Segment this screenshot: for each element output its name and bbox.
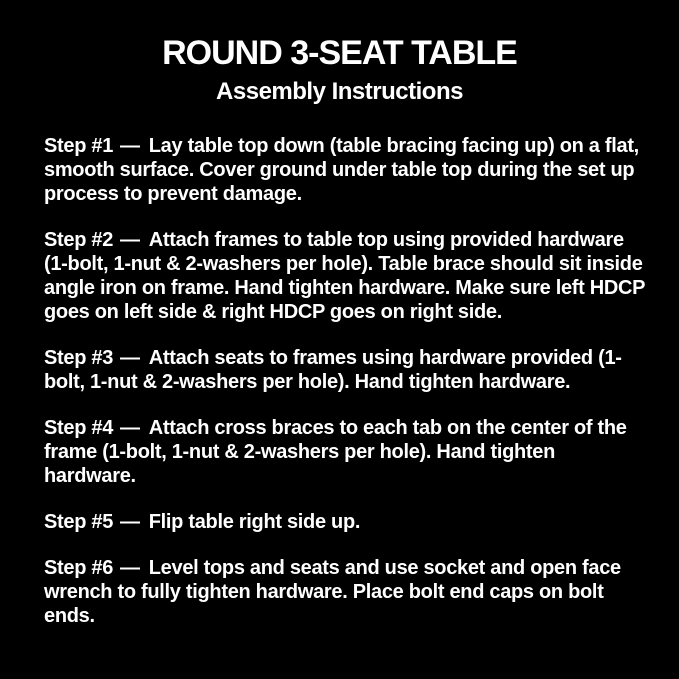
step-1-text: Lay table top down (table bracing facing up) on a flat, smooth surface. Cover ground under table top during the set up process to prevent damage. [44,135,639,206]
page-subtitle: Assembly Instructions [216,77,463,105]
header [44,36,635,105]
page-title: ROUND 3-SEAT TABLE [162,34,517,72]
em-dash-separator: — [120,347,140,370]
step-3-label: Step #3 [44,347,114,370]
step-5-text: Flip table right side up. [148,511,361,534]
steps-list [44,134,652,628]
step-item-4 [44,416,652,488]
step-2-text: Attach frames to table top using provided hardware (1-bolt, 1-nut & 2-washers per hole). Table brace should sit inside angle iron on frame. Hand tighten hardware. Make sure left HDCP goes on left side & right HDCP goes on right side. [44,229,645,324]
step-3-text: Attach seats to frames using hardware provided (1-bolt, 1-nut & 2-washers per hole). Hand tighten hardware. [44,347,622,394]
step-4-text: Attach cross braces to each tab on the center of the frame (1-bolt, 1-nut & 2-washers per hole). Hand tighten hardware. [44,417,627,488]
step-6-text: Level tops and seats and use socket and open face wrench to fully tighten hardware. Place bolt end caps on bolt ends. [44,557,621,628]
step-item-1 [44,134,652,206]
em-dash-separator: — [120,511,140,534]
em-dash-separator: — [120,135,140,158]
step-item-3 [44,346,652,394]
step-1-label: Step #1 [44,135,114,158]
step-5-label: Step #5 [44,511,114,534]
step-2-label: Step #2 [44,229,114,252]
step-item-6 [44,556,652,628]
em-dash-separator: — [120,229,140,252]
em-dash-separator: — [120,557,140,580]
step-4-label: Step #4 [44,417,114,440]
em-dash-separator: — [120,417,140,440]
step-item-2 [44,228,652,324]
step-item-5 [44,510,652,534]
step-6-label: Step #6 [44,557,114,580]
